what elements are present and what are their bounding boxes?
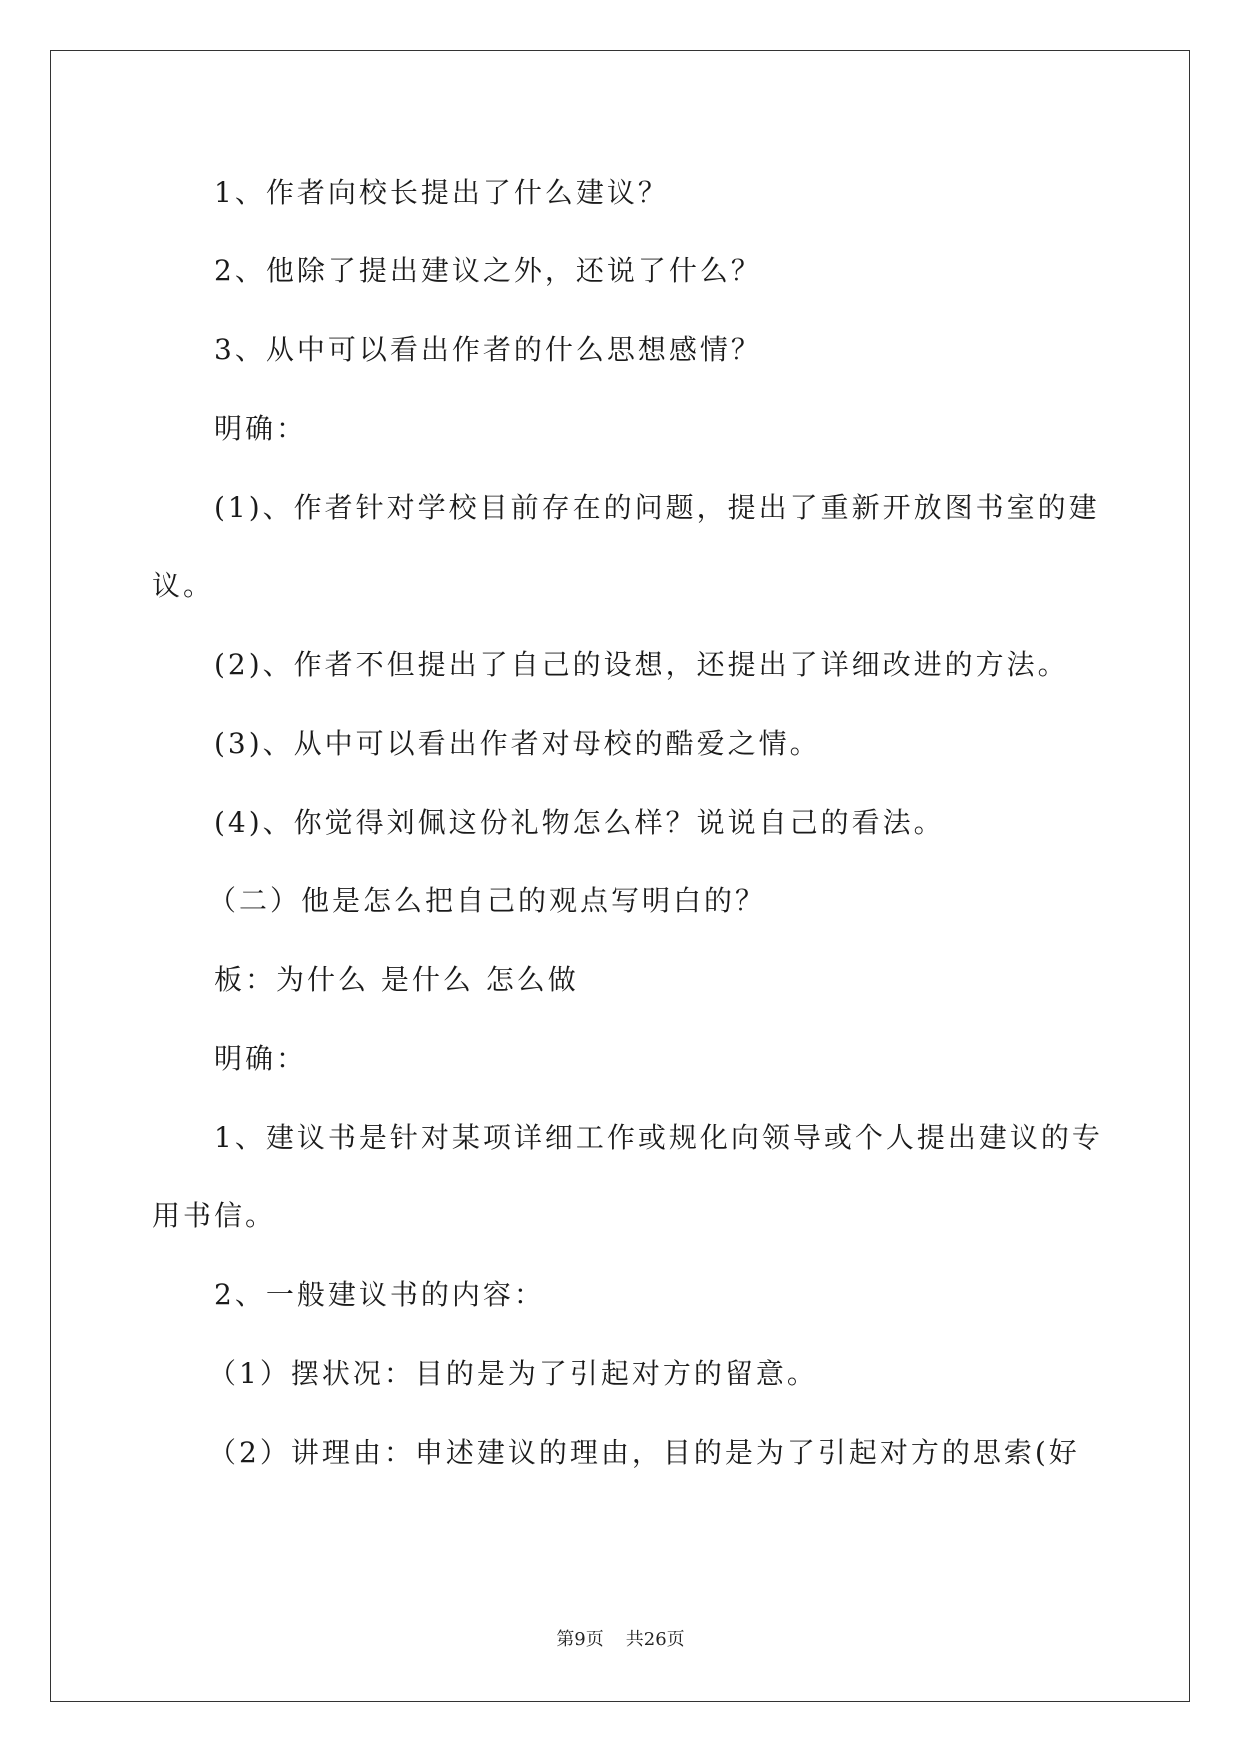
question-2: 2、他除了提出建议之外，还说了什么？ <box>214 254 762 287</box>
answer-1-line-1: (1)、作者针对学校目前存在的问题，提出了重新开放图书室的建 <box>214 491 1100 524</box>
definition-line-2: 用书信。 <box>152 1199 277 1232</box>
page-footer <box>0 1628 1241 1652</box>
content-heading: 2、一般建议书的内容： <box>214 1278 545 1311</box>
answer-heading-2: 明确： <box>214 1042 308 1075</box>
content-item-1: （1）摆状况：目的是为了引起对方的留意。 <box>208 1357 818 1390</box>
page-total: 共26页 <box>625 1629 685 1650</box>
answer-4: (4)、你觉得刘佩这份礼物怎么样？说说自己的看法。 <box>214 806 945 839</box>
question-3: 3、从中可以看出作者的什么思想感情？ <box>214 333 762 366</box>
definition-line-1: 1、建议书是针对某项详细工作或规化向领导或个人提出建议的专 <box>214 1121 1103 1154</box>
page-number: 第9页 <box>556 1629 604 1650</box>
answer-3: (3)、从中可以看出作者对母校的酷爱之情。 <box>214 727 821 760</box>
board-note: 板：为什么 是什么 怎么做 <box>214 963 579 996</box>
section-heading-2: （二）他是怎么把自己的观点写明白的？ <box>208 884 767 917</box>
content-item-2: （2）讲理由：申述建议的理由，目的是为了引起对方的思索(好 <box>208 1436 1080 1469</box>
answer-1-line-2: 议。 <box>152 569 215 602</box>
answer-heading: 明确： <box>214 412 308 445</box>
answer-2: (2)、作者不但提出了自己的设想，还提出了详细改进的方法。 <box>214 648 1069 681</box>
question-1: 1、作者向校长提出了什么建议？ <box>214 176 669 209</box>
